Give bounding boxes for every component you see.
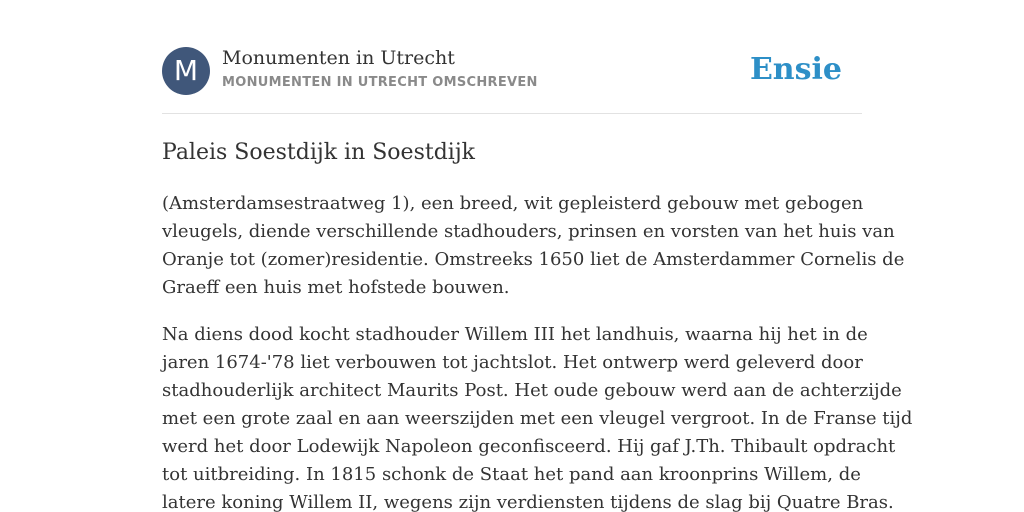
header-divider	[162, 113, 862, 114]
text-line: werd het door Lodewijk Napoleon geconfisceerd. Hij gaf J.Th. Thibault opdracht	[162, 436, 896, 457]
site-subtitle: MONUMENTEN IN UTRECHT OMSCHREVEN	[222, 75, 538, 90]
text-line: latere koning Willem II, wegens zijn verdiensten tijdens de slag bij Quatre Bras.	[162, 492, 894, 512]
text-line: tot uitbreiding. In 1815 schonk de Staat het pand aan kroonprins Willem, de	[162, 464, 861, 485]
text-line: (Amsterdamsestraatweg 1), een breed, wit gepleisterd gebouw met gebogen	[162, 193, 864, 214]
article-body	[162, 190, 913, 512]
text-line: Na diens dood kocht stadhouder Willem III het landhuis, waarna hij het in de	[162, 324, 868, 345]
text-line: Graeff een huis met hofstede bouwen.	[162, 277, 510, 298]
text-line: stadhouderlijk architect Maurits Post. Het oude gebouw werd aan de achterzijde	[162, 380, 902, 401]
avatar[interactable]: M	[162, 47, 210, 95]
text-line: met een grote zaal en aan weerszijden met een vleugel vergroot. In de Franse tijd	[162, 408, 913, 429]
text-line: jaren 1674-'78 liet verbouwen tot jachtslot. Het ontwerp werd geleverd door	[162, 352, 863, 373]
brand-logo[interactable]: Ensie	[749, 52, 842, 87]
paragraph-2	[162, 321, 913, 512]
text-line: Oranje tot (zomer)residentie. Omstreeks 1650 liet de Amsterdammer Cornelis de	[162, 249, 905, 270]
article-title: Paleis Soestdijk in Soestdijk	[162, 140, 475, 165]
site-header	[162, 47, 862, 113]
text-line: vleugels, diende verschillende stadhouders, prinsen en vorsten van het huis van	[162, 221, 895, 242]
site-title[interactable]: Monumenten in Utrecht	[222, 47, 455, 69]
paragraph-1	[162, 190, 905, 302]
